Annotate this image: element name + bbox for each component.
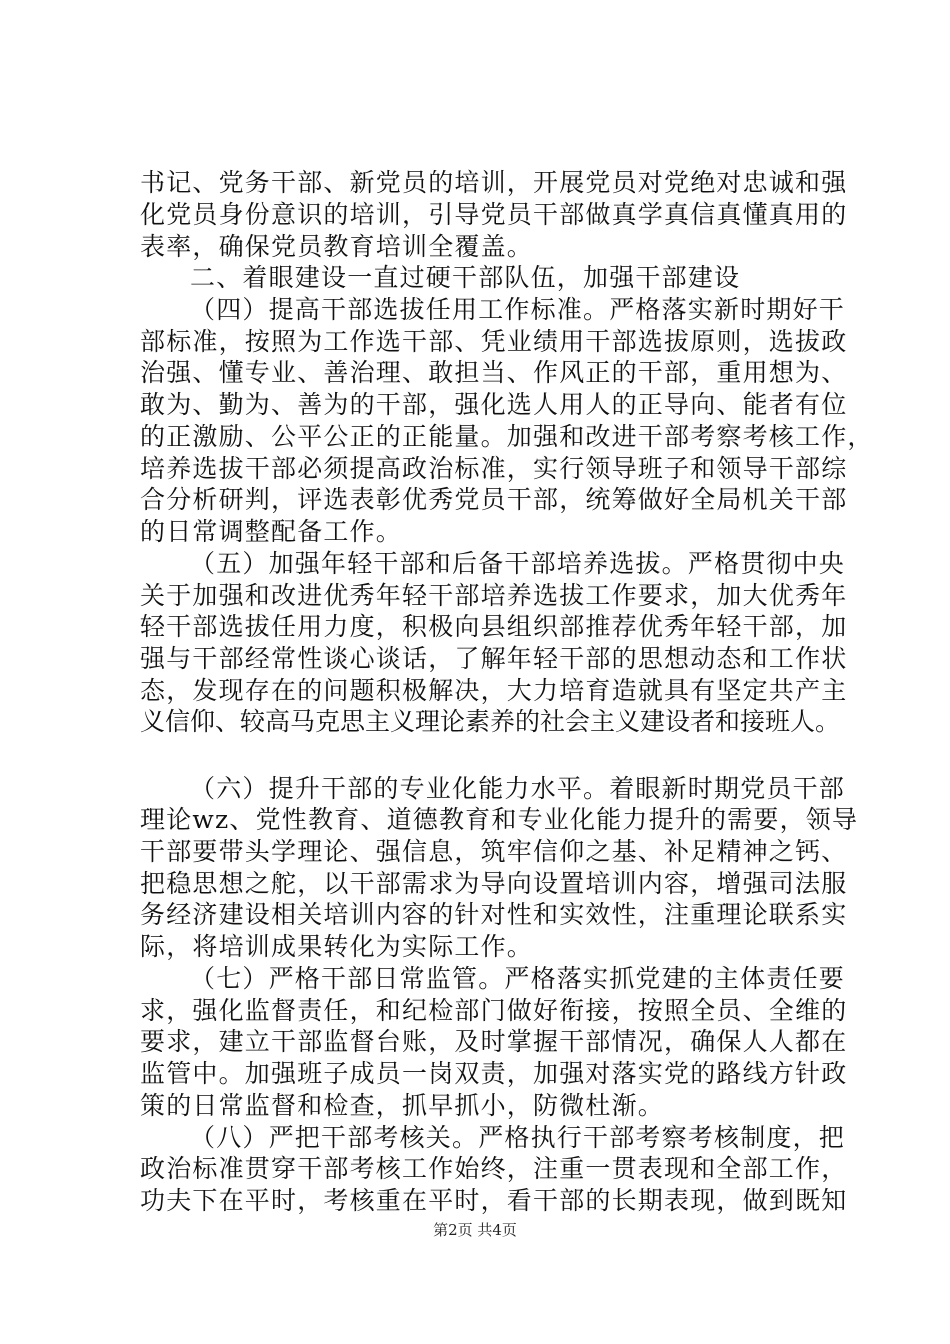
text-line: 际，将培训成果转化为实际工作。 [140, 932, 534, 962]
text-line: 求，强化监督责任，和纪检部门做好衔接，按照全员、全维的 [140, 995, 848, 1025]
text-line: 的正激励、公平公正的正能量。加强和改进干部考察考核工作， [140, 421, 874, 451]
text-line: 把稳思想之舵，以干部需求为导向设置培训内容，增强司法服 [140, 868, 848, 898]
text-line: 轻干部选拔任用力度，积极向县组织部推荐优秀年轻干部，加 [140, 612, 848, 642]
text-line: 合分析研判，评选表彰优秀党员干部，统筹做好全局机关干部 [140, 485, 848, 515]
text-line: 干部要带头学理论、强信息，筑牢信仰之基、补足精神之钙、 [140, 837, 848, 866]
text-line: 要求，建立干部监督台账，及时掌握干部情况，确保人人都在 [140, 1027, 848, 1057]
text-line: 义信仰、较高马克思主义理论素养的社会主义建设者和接班人。 [140, 707, 841, 737]
text-line: 敢为、勤为、善为的干部，强化选人用人的正导向、能者有位 [140, 390, 848, 420]
text-line: （七）严格干部日常监管。严格落实抓党建的主体责任要 [190, 963, 846, 993]
text-line: 化党员身份意识的培训，引导党员干部做真学真信真懂真用的 [140, 199, 848, 229]
text-line: 培养选拔干部必须提高政治标准，实行领导班子和领导干部综 [140, 453, 848, 483]
text-line: （八）严把干部考核关。严格执行干部考察考核制度，把 [190, 1122, 846, 1152]
text-line: 关于加强和改进优秀年轻干部培养选拔工作要求，加大优秀年 [140, 580, 848, 610]
text-line: （五）加强年轻干部和后备干部培养选拔。严格贯彻中央 [190, 548, 846, 578]
text-line: 功夫下在平时，考核重在平时，看干部的长期表现，做到既知 [140, 1186, 848, 1215]
text-line: （四）提高干部选拔任用工作标准。严格落实新时期好干 [190, 294, 846, 324]
text-line: 务经济建设相关培训内容的针对性和实效性，注重理论联系实 [140, 900, 848, 930]
text-line: 策的日常监督和检查，抓早抓小，防微杜渐。 [140, 1090, 665, 1120]
text-line: 的日常调整配备工作。 [140, 517, 403, 546]
text-line: 表率，确保党员教育培训全覆盖。 [140, 231, 534, 261]
text-line: 政治标准贯穿干部考核工作始终，注重一贯表现和全部工作， [140, 1154, 848, 1184]
text-line: 书记、党务干部、新党员的培训，开展党员对党绝对忠诚和强 [140, 168, 848, 197]
text-line: 强与干部经常性谈心谈话，了解年轻干部的思想动态和工作状 [140, 643, 848, 673]
text-line: （六）提升干部的专业化能力水平。着眼新时期党员干部 [190, 773, 846, 803]
text-line: 部标准，按照为工作选干部、凭业绩用干部选拔原则，选拔政 [140, 326, 848, 356]
text-line: 治强、懂专业、善治理、敢担当、作风正的干部，重用想为、 [140, 358, 848, 388]
page-footer: 第2页 共4页 [433, 1221, 517, 1239]
text-line: 理论wz、党性教育、道德教育和专业化能力提升的需要，领导 [140, 805, 859, 835]
text-line: 态，发现存在的问题积极解决，大力培育造就具有坚定共产主 [140, 675, 848, 705]
section-heading: 二、着眼建设一直过硬干部队伍，加强干部建设 [190, 263, 741, 293]
text-line: 监管中。加强班子成员一岗双责，加强对落实党的路线方针政 [140, 1059, 848, 1089]
